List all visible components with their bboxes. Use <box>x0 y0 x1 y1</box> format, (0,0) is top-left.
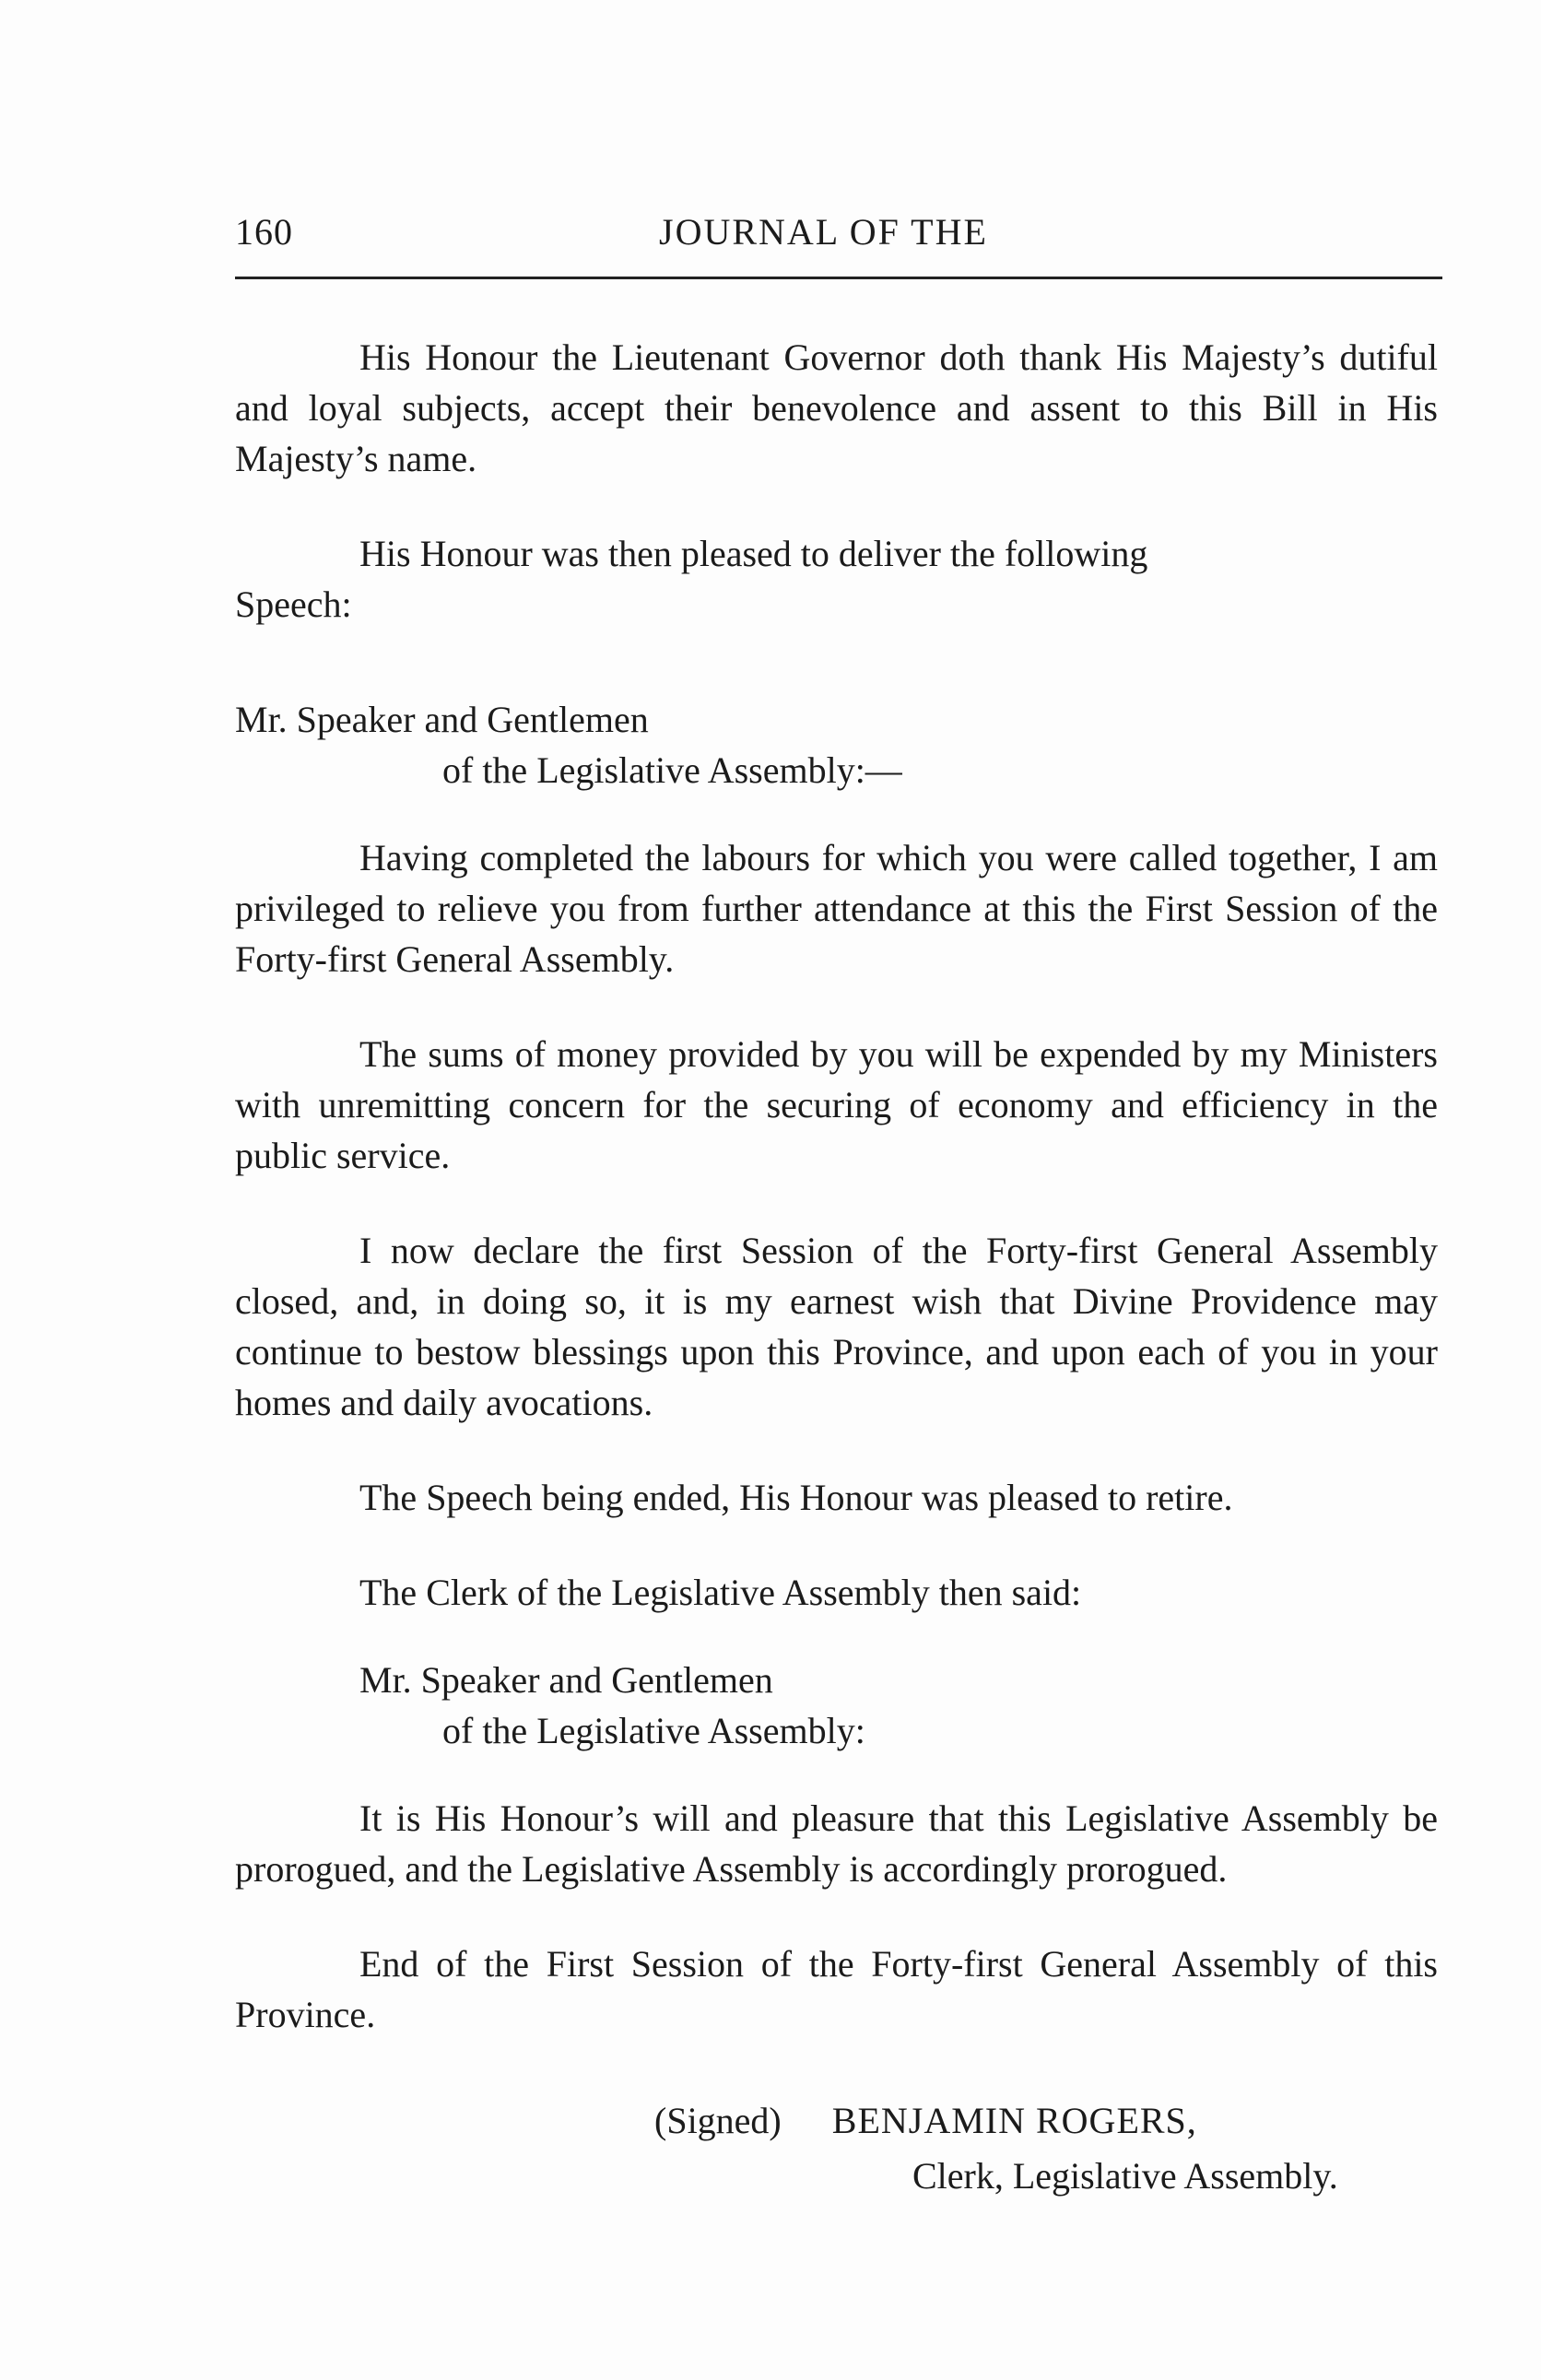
paragraph-speech-ended: The Speech being ended, His Honour was pleased to retire. <box>359 1477 1233 1518</box>
clerk-address-assembly: of the Legislative Assembly: <box>442 1710 865 1751</box>
address-assembly: of the Legislative Assembly:— <box>442 749 902 791</box>
paragraph-prorogued: It is His Honour’s will and pleasure that this Legislative Assembly be prorogued, and the Legislative Assembly is accordingly prorogued. <box>235 1797 1438 1890</box>
signer-title: Clerk, Legislative Assembly. <box>912 2155 1338 2197</box>
speech-address <box>235 694 1438 795</box>
paragraph-clerk-said: The Clerk of the Legislative Assembly then said: <box>359 1572 1082 1613</box>
paragraph-sums: The sums of money provided by you will be expended by my Ministers with unremitting concern for the securing of economy and efficiency in the public service. <box>235 1033 1438 1176</box>
running-head: JOURNAL OF THE <box>659 211 988 253</box>
clerk-address <box>235 1655 1438 1756</box>
signature-block <box>235 2095 1438 2206</box>
header-rule <box>235 277 1442 279</box>
speech-intro-line: His Honour was then pleased to deliver the following <box>359 533 1148 574</box>
paragraph-labours: Having completed the labours for which you were called together, I am privileged to relieve you from further attendance at this the First Session of the Forty-first General Assembly. <box>235 837 1438 980</box>
paragraph-assent: His Honour the Lieutenant Governor doth thank His Majesty’s dutiful and loyal subjects, accept their benevolence and assent to this Bill in His Majesty’s name. <box>235 336 1438 479</box>
address-salutation: Mr. Speaker and Gentlemen <box>235 699 649 740</box>
paragraph-declaration: I now declare the first Session of the Forty-first General Assembly closed, and, in doing so, it is my earnest wish that Divine Providence may continue to bestow blessings upon this Province, and upon each of you in your homes and daily avocations. <box>235 1230 1438 1423</box>
page-header <box>235 210 1442 265</box>
signed-line <box>654 2095 1197 2146</box>
paragraph-end-of-session: End of the First Session of the Forty-first General Assembly of this Province. <box>235 1943 1438 2035</box>
signed-label: (Signed) <box>654 2100 782 2141</box>
paragraph-speech-intro <box>235 528 1438 630</box>
speech-label: Speech: <box>235 583 352 625</box>
page-body <box>235 332 1438 2206</box>
clerk-address-salutation: Mr. Speaker and Gentlemen <box>359 1659 773 1701</box>
signer-name: BENJAMIN ROGERS, <box>831 2100 1197 2141</box>
page-number: 160 <box>235 211 293 253</box>
